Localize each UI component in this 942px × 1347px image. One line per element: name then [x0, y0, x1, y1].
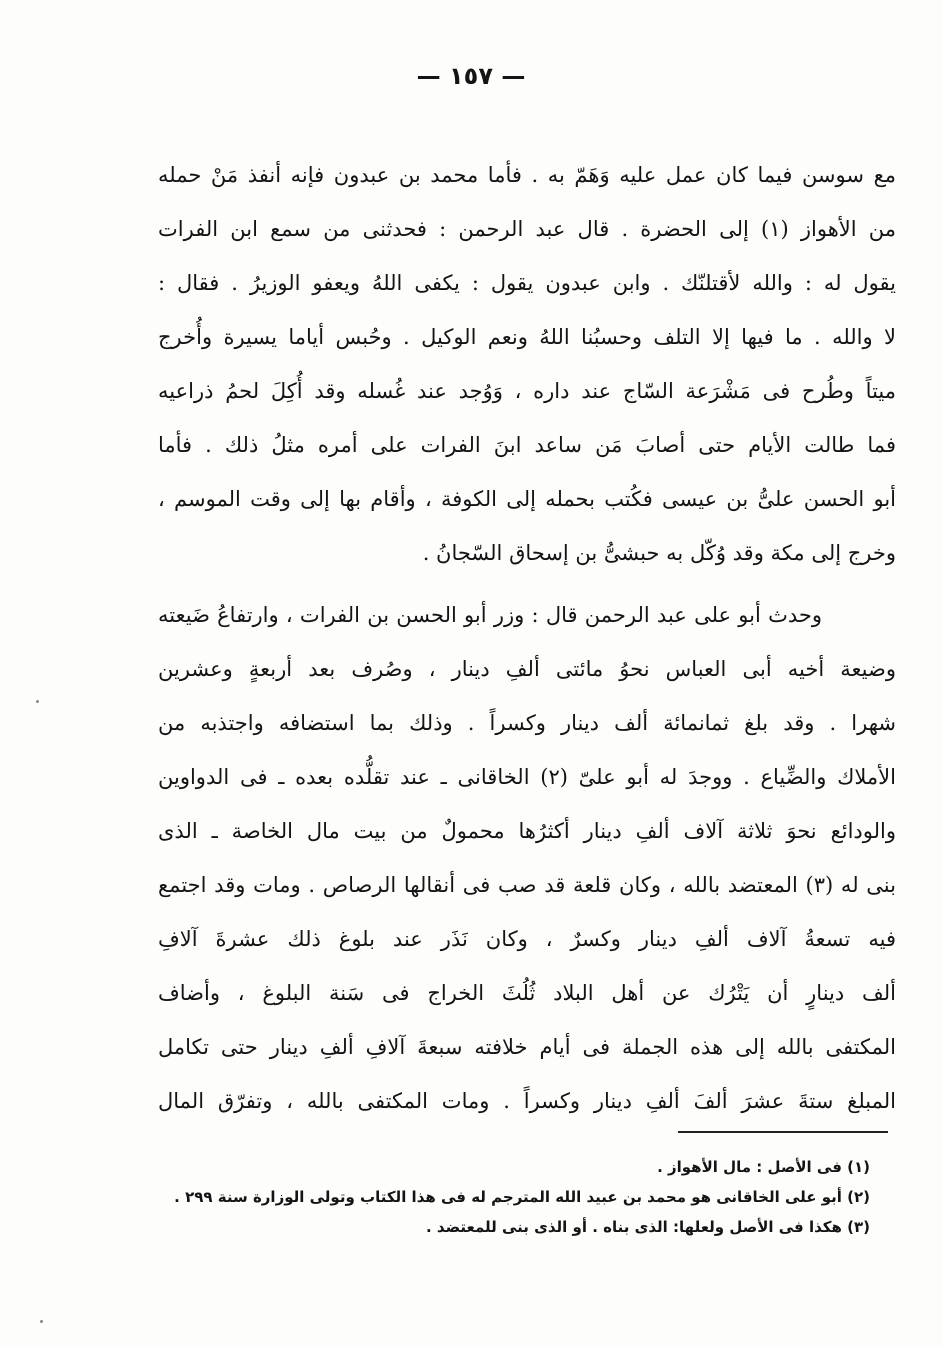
paragraph-1 [158, 148, 896, 580]
scan-speck [36, 700, 39, 703]
text-line: لا والله . ما فيها إلا التلف وحسبُنا اللهُ ونعم الوكيل . وحُبس أياما يسيرة وأُخرج [158, 325, 896, 349]
footnote-2: (٢) أبو على الخاقانى هو محمد بن عبيد الله المترجم له فى هذا الكتاب وتولى الوزارة سنة ٢٩٩ . [174, 1188, 870, 1206]
text-line: والودائع نحوَ ثلاثة آلاف ألفِ دينار أكثرُها محمولٌ من بيت مال الخاصة ـ الذى [158, 819, 896, 843]
text-line: المبلغ ستةَ عشرَ ألفَ ألفِ دينار وكسراً . ومات المكتفى بالله ، وتفرّق المال [158, 1089, 896, 1113]
text-line: شهرا . وقد بلغ ثمانمائة ألف دينار وكسراً . وذلك بما استضافه واجتذبه من [158, 711, 896, 735]
text-line: وحدث أبو على عبد الرحمن قال : وزر أبو الحسن بن الفرات ، وارتفاعُ ضَيعته [158, 603, 822, 627]
text-line: يقول له : والله لأقتلنّك . وابن عبدون يقول : يكفى اللهُ ويعفو الوزيرُ . فقال : [158, 271, 896, 295]
text-line: بنى له (٣) المعتضد بالله ، وكان قلعة قد صب فى أنقالها الرصاص . ومات وقد اجتمع [158, 873, 896, 897]
footnote-1: (١) فى الأصل : مال الأهواز . [657, 1158, 870, 1176]
page-number: — ١٥٧ — [416, 62, 526, 90]
footnote-divider [678, 1131, 888, 1133]
text-line: الأملاك والضِّياع . ووجدَ له أبو علىّ (٢) الخاقانى ـ عند تقلُّده بعده ـ فى الدواوين [158, 765, 896, 789]
text-line: فيه تسعةُ آلاف ألفِ دينار وكسرٌ ، وكان نَذَر عند بلوغ ذلك عشرةَ آلافِ [158, 927, 896, 951]
footnotes [174, 1152, 870, 1242]
text-line: أبو الحسن علىُّ بن عيسى فكُتب بحمله إلى الكوفة ، وأقام بها إلى وقت الموسم ، [158, 487, 896, 511]
text-line: من الأهواز (١) إلى الحضرة . قال عبد الرحمن : فحدثنى من سمع ابن الفرات [158, 217, 896, 241]
text-line: ألف دينارٍ أن يَتْرُك عن أهل البلاد ثُلُثَ الخراج فى سَنة البلوغ ، وأضاف [158, 981, 896, 1005]
text-line: وضيعة أخيه أبى العباس نحوُ مائتى ألفِ دينار ، وصُرف بعد أربعةٍ وعشرين [158, 657, 896, 681]
text-line: فما طالت الأيام حتى أصابَ مَن ساعد ابنَ الفرات على أمره مثلُ ذلك . فأما [158, 433, 896, 457]
text-line: ميتاً وطُرح فى مَشْرَعة السّاج عند داره ، وَوُجد عند غُسله وقد أُكِلَ لحمُ ذراعيه [158, 379, 896, 403]
scan-speck [40, 1320, 43, 1323]
text-line: المكتفى بالله إلى هذه الجملة فى أيام خلافته سبعةَ آلافِ ألفِ دينار حتى تكامل [158, 1035, 896, 1059]
text-line: مع سوسن فيما كان عمل عليه وَهَمّ به . فأما محمد بن عبدون فإنه أنفذ مَنْ حمله [158, 163, 896, 187]
footnote-3: (٣) هكذا فى الأصل ولعلها: الذى بناه . أو الذى بنى للمعتضد . [426, 1218, 870, 1236]
text-line: وخرج إلى مكة وقد وُكّل به حبشىُّ بن إسحاق السّجانُ . [422, 541, 896, 565]
paragraph-2 [158, 588, 896, 1128]
